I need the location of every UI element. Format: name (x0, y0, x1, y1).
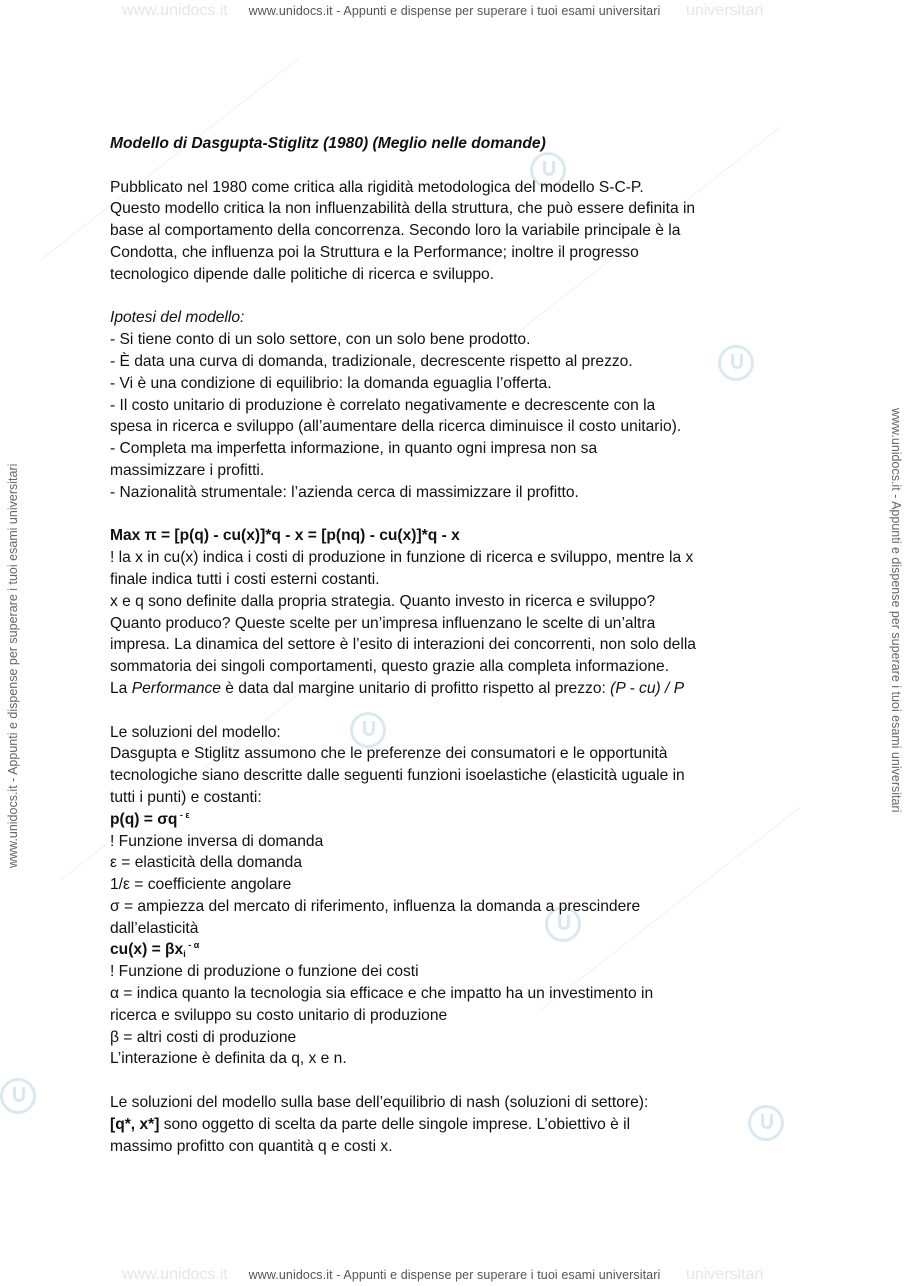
nash-choice-line: [q*, x*] sono oggetto di scelta da parte delle singole imprese. L’obiettivo è il (110, 1115, 631, 1133)
watermark-ghost-right: universitari (686, 2, 764, 19)
demand-note: dall’elasticità (110, 919, 199, 937)
cost-note: ! Funzione di produzione o funzione dei costi (110, 963, 419, 981)
hypothesis-line: - Si tiene conto di un solo settore, con un solo bene prodotto. (110, 331, 531, 349)
cost-formula: $cu(x) = \beta x_i$ $^{- \alpha}$ (110, 940, 200, 960)
hypothesis-line: massimizzare i profitti. (110, 461, 265, 479)
nash-equilibrium-pair: [q*, x*] (110, 1115, 160, 1133)
hypothesis-line: - Vi è una condizione di equilibrio: la domanda eguaglia l’offerta. (110, 374, 552, 392)
unidocs-logo-icon (0, 1078, 36, 1114)
intro-line: base al comportamento della concorrenza. Secondo loro la variabile principale è la (110, 222, 681, 240)
demand-note: σ = ampiezza del mercato di riferimento, influenza la domanda a prescindere (110, 897, 641, 915)
formula-note: Quanto produco? Queste scelte per un’impresa influenzano le scelte di un’altra (110, 614, 656, 632)
performance-formula: (P - cu) / P (610, 679, 685, 697)
hypothesis-line: - È data una curva di domanda, tradizionale, decrescente rispetto al prezzo. (110, 352, 633, 370)
cost-note: β = altri costi di produzione (110, 1028, 297, 1046)
hypothesis-line: spesa in ricerca e sviluppo (all’aumentare della ricerca diminuisce il costo unitario). (110, 418, 682, 436)
intro-line: Condotta, che influenza poi la Struttura e la Performance; inoltre il progresso (110, 243, 639, 261)
cost-note: α = indica quanto la tecnologia sia efficace e che impatto ha un investimento in (110, 985, 654, 1003)
solutions-line: tecnologiche siano descritte dalle seguenti funzioni isoelastiche (elasticità uguale in (110, 767, 685, 785)
profit-formula: Max π = [p(q) - cu(x)]*q - x = [p(nq) - cu(x)]*q - x (110, 527, 460, 545)
formula-note: finale indica tutti i costi esterni costanti. (110, 570, 380, 588)
intro-line: tecnologico dipende dalle politiche di ricerca e sviluppo. (110, 265, 495, 283)
intro-line: Pubblicato nel 1980 come critica alla rigidità metodologica del modello S-C-P. (110, 178, 644, 196)
watermark-side-right: www.unidocs.it - Appunti e dispense per superare i tuoi esami universitari (889, 408, 903, 813)
cost-note: ricerca e sviluppo su costo unitario di produzione (110, 1006, 448, 1024)
demand-note: ! Funzione inversa di domanda (110, 832, 324, 850)
watermark-header[interactable]: www.unidocs.it - Appunti e dispense per superare i tuoi esami universitari (248, 4, 661, 18)
formula-note: ! la x in cu(x) indica i costi di produzione in funzione di ricerca e sviluppo, mentre la x (110, 549, 694, 567)
watermark-ghost-right-footer: universitari (686, 1266, 764, 1283)
demand-note: 1/ε = coefficiente angolare (110, 876, 292, 894)
formula-note: impresa. La dinamica del settore è l’esito di interazioni dei concorrenti, non solo della (110, 636, 696, 654)
hypotheses-heading: Ipotesi del modello: (110, 309, 245, 327)
watermark-ghost-left: www.unidocs.it (122, 2, 228, 19)
document-body (110, 133, 810, 1157)
watermark-footer[interactable]: www.unidocs.it - Appunti e dispense per superare i tuoi esami universitari (248, 1268, 661, 1282)
solutions-heading: Le soluzioni del modello: (110, 723, 281, 741)
formula-note: x e q sono definite dalla propria strategia. Quanto investo in ricerca e sviluppo? (110, 592, 656, 610)
solutions-line: tutti i punti) e costanti: (110, 788, 262, 806)
demand-formula: p(q) = σq $^{- \varepsilon}$ (110, 809, 190, 828)
solutions-line: Dasgupta e Stiglitz assumono che le preferenze dei consumatori e le opportunità (110, 745, 668, 763)
intro-line: Questo modello critica la non influenzabilità della struttura, che può essere definita in (110, 200, 696, 218)
performance-line: La Performance è data dal margine unitario di profitto rispetto al prezzo: (P - cu) / P (110, 679, 685, 697)
formula-note: sommatoria dei singoli comportamenti, questo grazie alla completa informazione. (110, 658, 670, 676)
hypothesis-line: - Il costo unitario di produzione è correlato negativamente e decrescente con la (110, 396, 656, 414)
nash-last-line: massimo profitto con quantità q e costi x. (110, 1137, 393, 1155)
hypothesis-line: - Nazionalità strumentale: l’azienda cerca di massimizzare il profitto. (110, 483, 579, 501)
performance-term: Performance (131, 679, 221, 697)
hypothesis-line: - Completa ma imperfetta informazione, in quanto ogni impresa non sa (110, 440, 598, 458)
nash-line: Le soluzioni del modello sulla base dell’equilibrio di nash (soluzioni di settore): (110, 1094, 649, 1112)
document-title: Modello di Dasgupta-Stiglitz (1980) (Meglio nelle domande) (110, 135, 546, 152)
cost-note: L’interazione è definita da q, x e n. (110, 1050, 347, 1068)
watermark-side-left: www.unidocs.it - Appunti e dispense per superare i tuoi esami universitari (6, 463, 20, 868)
watermark-ghost-left-footer: www.unidocs.it (122, 1266, 228, 1283)
demand-note: ε = elasticità della domanda (110, 854, 303, 872)
